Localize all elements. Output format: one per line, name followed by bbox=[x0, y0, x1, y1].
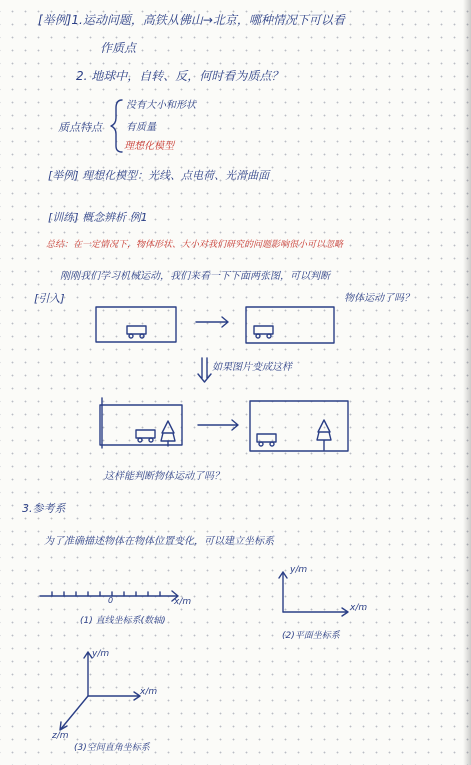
figure-1-left-wheel-a bbox=[129, 334, 133, 338]
figure-2-right-car bbox=[257, 434, 276, 442]
figure-1-left-car bbox=[127, 326, 146, 334]
figure-2-right-wheel-b bbox=[270, 442, 274, 446]
number-line bbox=[40, 591, 178, 601]
caption-3d: (3)空间直角坐标系 bbox=[74, 743, 150, 753]
space-axis-x-label: x/m bbox=[140, 687, 158, 697]
figure-1-right-wheel-b bbox=[267, 334, 271, 338]
down-double-arrow bbox=[198, 358, 211, 382]
figure-2-right-wheel-a bbox=[259, 442, 263, 446]
line-axis-x-label: x/m bbox=[174, 597, 192, 607]
figure-1-right-wheel-a bbox=[256, 334, 260, 338]
question-2: 2. 地球中，自转、反，何时看为质点？ bbox=[76, 69, 284, 83]
space-axis-z-label: z/m bbox=[52, 731, 69, 741]
particle-item-2: 有质量 bbox=[126, 122, 156, 133]
figure-2-right-box bbox=[250, 401, 348, 451]
practice-text: [训练] 概念辨析 例1 bbox=[48, 211, 148, 224]
example1-title: [举例]1.运动问题，高铁从佛山→北京，哪种情况下可以看 bbox=[38, 13, 345, 27]
plane-axis-y-label: y/m bbox=[290, 565, 308, 575]
origin-label: 0 bbox=[108, 596, 114, 605]
plane-axis-x-label: x/m bbox=[350, 603, 368, 613]
figure-2-left-car bbox=[136, 430, 155, 438]
figure-1-arrow bbox=[196, 317, 228, 327]
space-z-axis bbox=[60, 696, 88, 730]
particle-item-1: 没有大小和形状 bbox=[126, 100, 196, 111]
summary-text: 总结：在一定情况下，物体形状、大小对我们研究的问题影响很小可以忽略 bbox=[46, 240, 344, 250]
figure-2-left-tree bbox=[161, 421, 175, 446]
figure-1-left-wheel-b bbox=[140, 334, 144, 338]
arrow-note: 如果图片变成这样 bbox=[212, 362, 292, 373]
space-axis-y-label: y/m bbox=[92, 649, 110, 659]
intro-line-1: 刚刚我们学习机械运动，我们来看一下下面两张图，可以判断 bbox=[60, 271, 330, 282]
example2-text: [举例] 理想化模型：光线、点电荷、光滑曲面 bbox=[48, 169, 270, 182]
figure-1-left-box bbox=[96, 307, 176, 342]
plane-x-axis bbox=[283, 608, 348, 616]
curly-bracket bbox=[111, 100, 122, 152]
intro-label: [引入] bbox=[34, 292, 65, 305]
question-after-figures: 这样能判断物体运动了吗？ bbox=[104, 471, 224, 482]
caption-2d: (2)平面坐标系 bbox=[282, 631, 340, 641]
figure-2-arrow bbox=[198, 420, 238, 430]
example1-title-continuation: 作质点 bbox=[100, 41, 137, 55]
space-x-axis bbox=[88, 692, 140, 700]
section3-text: 为了准确描述物体在物体位置变化，可以建立坐标系 bbox=[44, 536, 274, 547]
caption-1d: (1) 直线坐标系(数轴) bbox=[80, 616, 166, 626]
intro-line-2: 物体运动了吗？ bbox=[344, 293, 414, 304]
figure-2-left-wheel-b bbox=[149, 438, 153, 442]
plane-y-axis bbox=[279, 572, 287, 612]
page-edge-shadow bbox=[463, 0, 471, 765]
figure-2-left-wheel-a bbox=[138, 438, 142, 442]
ideal-model-note: 理想化模型 bbox=[124, 141, 174, 152]
figure-2-right-tree bbox=[317, 420, 331, 450]
figure-1-right-car bbox=[254, 326, 273, 334]
particle-label: 质点特点 bbox=[58, 121, 102, 134]
space-y-axis bbox=[84, 652, 92, 696]
section3-title: 3.参考系 bbox=[22, 502, 66, 515]
